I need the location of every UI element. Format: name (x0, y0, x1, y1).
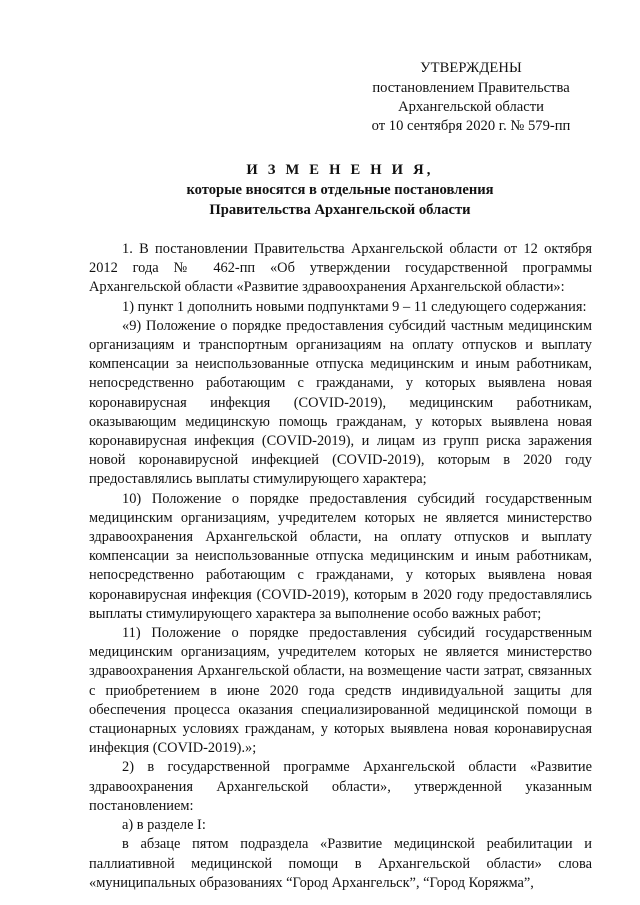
paragraph-5: 11) Положение о порядке предоставления субсидий государственным медицинским организациям, учредителем которых не является министерство здравоохранения Архангельской области, на возмещение части затрат, связанных с приобретением в июне 2020 года средств индивидуальной защиты для обеспечения процесса оказания специализированной медицинской помощи в стационарных условиях гражданам, у которых выявлена новая коронавирусная инфекция (COVID-2019).»; (89, 625, 592, 757)
paragraph-3: «9) Положение о порядке предоставления субсидий частным медицинским организациям и транспортным организациям на оплату отпусков и выплату компенсации за неиспользованные отпуска медицинским и иным работникам, непосредственно работающим с гражданами, у которых выявлена новая коронавирусная инфекция (COVID-2019), медицинским работникам, оказывающим медицинскую помощь гражданам, у которых выявлена новая коронавирусная инфекция (COVID-2019), и лицам из групп риска заражения новой коронавирусной инфекцией (COVID-2019), которым в 2020 году предоставлялись выплаты стимулирующего характера; (89, 317, 592, 488)
document-subtitle-line-1: которые вносятся в отдельные постановления (186, 182, 494, 198)
paragraph-4: 10) Положение о порядке предоставления субсидий государственным медицинским организациям, учредителем которых не является министерство здравоохранения Архангельской области, на оплату отпусков и выплату компенсации за неиспользованные отпуска медицинским и иным работникам, непосредственно работающим с гражданами, у которых выявлена новая коронавирусная инфекция (COVID-2019), которым в 2020 году предоставлялись выплаты стимулирующего характера за выполнение особо важных работ; (89, 490, 592, 622)
paragraph-6: 2) в государственной программе Архангельской области «Развитие здравоохранения Архангельской области», утвержденной указанным постановлением: (89, 759, 592, 814)
approval-line-region: Архангельской области (398, 99, 544, 115)
paragraph-7: а) в разделе I: (122, 817, 206, 834)
approval-stamp (330, 59, 612, 136)
document-title: И З М Е Н Е Н И Я, (246, 162, 434, 178)
paragraph-2: 1) пункт 1 дополнить новыми подпунктами 9 – 11 следующего содержания: (122, 298, 587, 315)
paragraph-1: 1. В постановлении Правительства Архангельской области от 12 октября 2012 года № 462-пп «Об утверждении государственной программы Архангельской области «Развитие здравоохранения Архангельской области»: (89, 241, 592, 296)
approval-title: УТВЕРЖДЕНЫ (420, 60, 522, 76)
document-subtitle-line-2: Правительства Архангельской области (209, 202, 471, 218)
approval-line-date: от 10 сентября 2020 г. № 579-пп (371, 118, 571, 134)
document-heading (90, 160, 590, 220)
approval-line-decree: постановлением Правительства (372, 80, 570, 96)
document-body (89, 240, 592, 893)
paragraph-8: в абзаце пятом подраздела «Развитие медицинской реабилитации и паллиативной медицинской помощи в Архангельской области» слова «муниципальных образованиях “Город Архангельск”, “Город Коряжма”, (89, 836, 592, 891)
